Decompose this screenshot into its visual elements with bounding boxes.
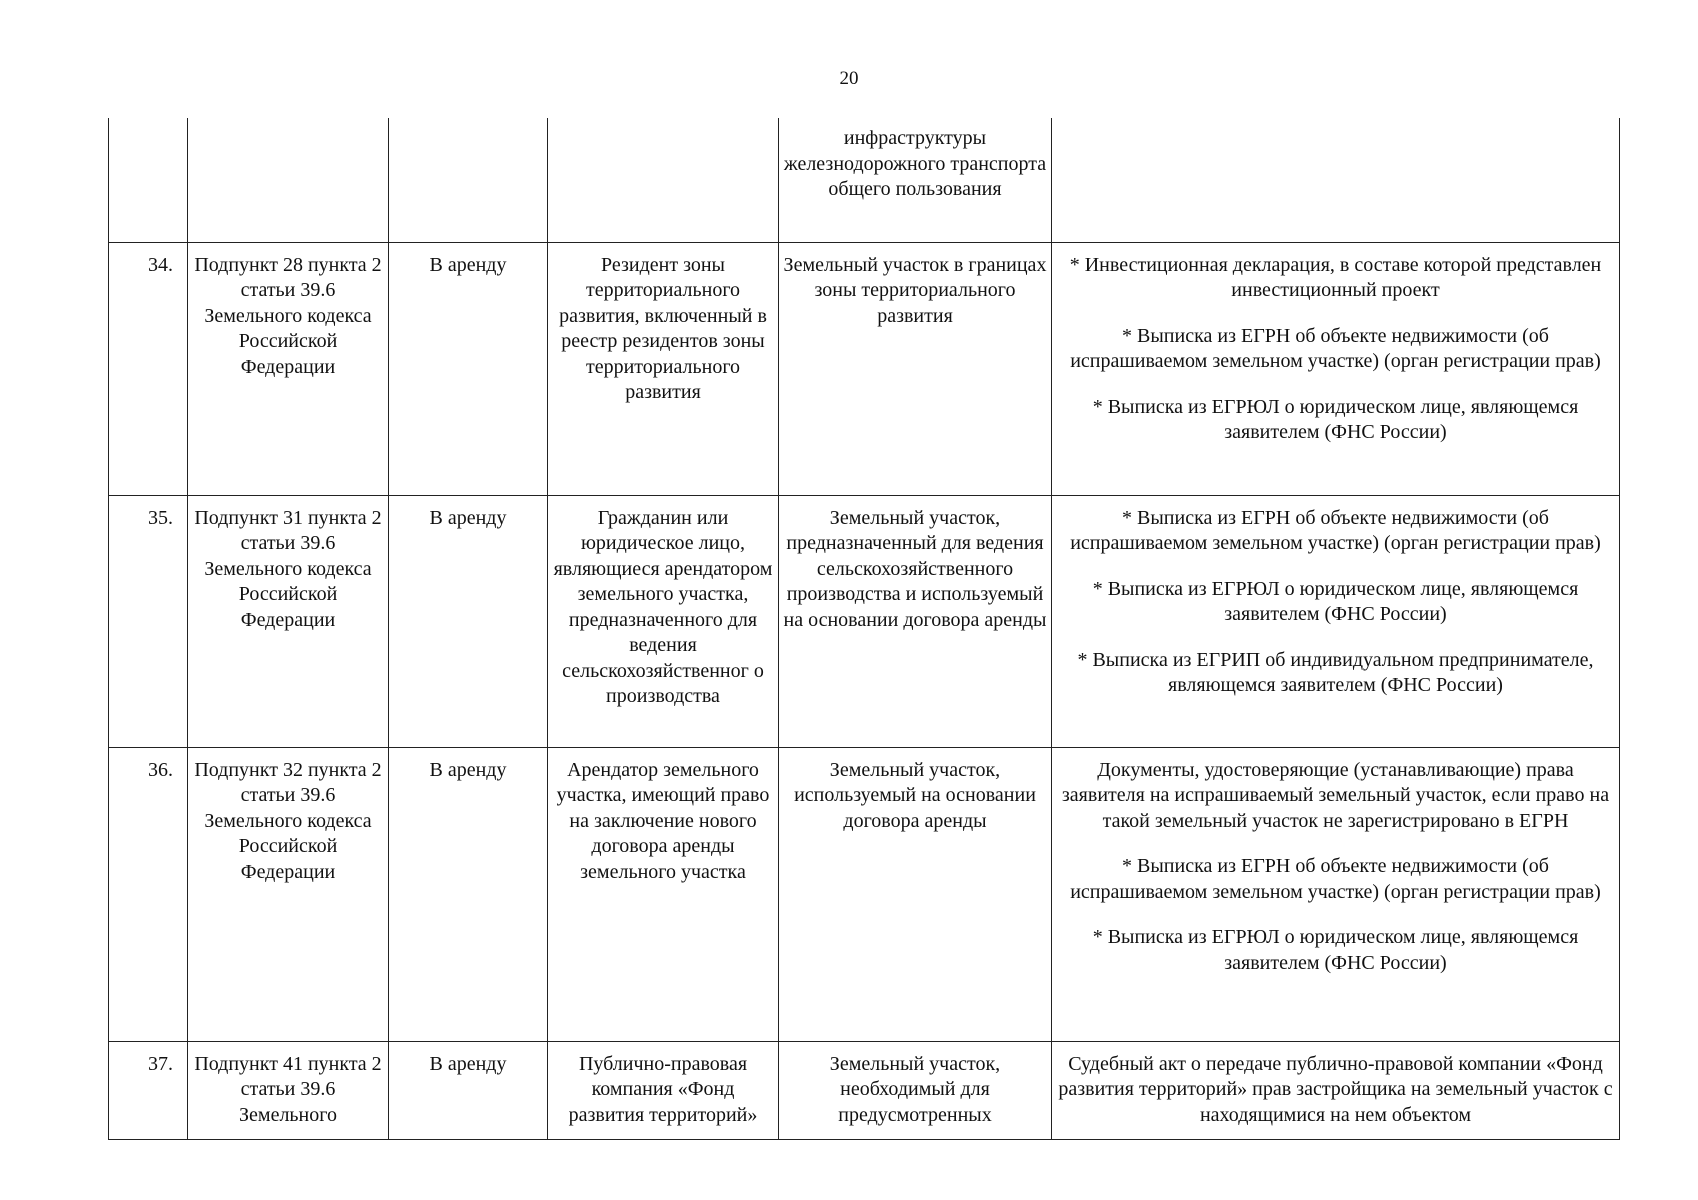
page-number: 20 [839, 68, 859, 89]
land-plot-cell: Земельный участок в границах зоны территориального развития [779, 242, 1052, 495]
row-number: 35. [109, 495, 188, 747]
document-item: * Выписка из ЕГРЮЛ о юридическом лице, являющемся заявителем (ФНС России) [1092, 926, 1579, 974]
documents-cell [1052, 1041, 1620, 1139]
document-item: * Выписка из ЕГРН об объекте недвижимости (об испрашиваемом земельном участке) (орган регистрации прав) [1070, 855, 1601, 903]
documents-cell [1052, 495, 1620, 747]
legal-basis-cell: Подпункт 28 пункта 2 статьи 39.6 Земельного кодекса Российской Федерации [188, 242, 389, 495]
land-plot-cell: Земельный участок, необходимый для предусмотренных [779, 1041, 1052, 1139]
applicant-cell: Публично-правовая компания «Фонд развития территорий» [548, 1041, 779, 1139]
table-row [109, 1041, 1620, 1139]
document-item: Судебный акт о передаче публично-правовой компании «Фонд развития территорий» прав застройщика на земельный участок с находящимися на нем объектом [1058, 1052, 1613, 1126]
row-number: 34. [109, 242, 188, 495]
applicant-cell: Резидент зоны территориального развития, включенный в реестр резидентов зоны территориального развития [548, 242, 779, 495]
grant-type-cell: В аренду [389, 495, 548, 747]
land-documents-table [108, 118, 1620, 1140]
grant-type-cell: В аренду [389, 747, 548, 1041]
row-number [109, 118, 188, 242]
grant-type-cell: В аренду [389, 242, 548, 495]
legal-basis-cell: Подпункт 41 пункта 2 статьи 39.6 Земельного [188, 1041, 389, 1139]
document-item: * Выписка из ЕГРН об объекте недвижимости (об испрашиваемом земельном участке) (орган регистрации прав) [1070, 506, 1601, 554]
row-number: 36. [109, 747, 188, 1041]
document-item: Документы, удостоверяющие (устанавливающие) права заявителя на испрашиваемый земельный участок, если право на такой земельный участок не зарегистрировано в ЕГРН [1061, 758, 1610, 832]
legal-basis-cell: Подпункт 32 пункта 2 статьи 39.6 Земельного кодекса Российской Федерации [188, 747, 389, 1041]
land-plot-cell: инфраструктуры железнодорожного транспорта общего пользования [779, 118, 1052, 242]
table-row [109, 495, 1620, 747]
applicant-cell: Арендатор земельного участка, имеющий право на заключение нового договора аренды земельного участка [548, 747, 779, 1041]
table-row [109, 118, 1620, 242]
grant-type-cell [389, 118, 548, 242]
document-item: * Инвестиционная декларация, в составе которой представлен инвестиционный проект [1069, 253, 1602, 301]
document-item: * Выписка из ЕГРЮЛ о юридическом лице, являющемся заявителем (ФНС России) [1092, 577, 1579, 625]
legal-basis-cell: Подпункт 31 пункта 2 статьи 39.6 Земельного кодекса Российской Федерации [188, 495, 389, 747]
document-item: * Выписка из ЕГРЮЛ о юридическом лице, являющемся заявителем (ФНС России) [1092, 395, 1579, 443]
row-number: 37. [109, 1041, 188, 1139]
grant-type-cell: В аренду [389, 1041, 548, 1139]
documents-cell [1052, 747, 1620, 1041]
documents-cell [1052, 242, 1620, 495]
documents-cell [1052, 118, 1620, 242]
legal-basis-cell [188, 118, 389, 242]
table-row [109, 242, 1620, 495]
document-item: * Выписка из ЕГРИП об индивидуальном предпринимателе, являющемся заявителем (ФНС России) [1077, 648, 1594, 696]
applicant-cell: Гражданин или юридическое лицо, являющиеся арендатором земельного участка, предназначенного для ведения сельскохозяйственног о производства [548, 495, 779, 747]
document-item: * Выписка из ЕГРН об объекте недвижимости (об испрашиваемом земельном участке) (орган регистрации прав) [1070, 324, 1601, 372]
applicant-cell [548, 118, 779, 242]
land-plot-cell: Земельный участок, используемый на основании договора аренды [779, 747, 1052, 1041]
land-plot-cell: Земельный участок, предназначенный для ведения сельскохозяйственного производства и используемый на основании договора аренды [779, 495, 1052, 747]
table-row [109, 747, 1620, 1041]
